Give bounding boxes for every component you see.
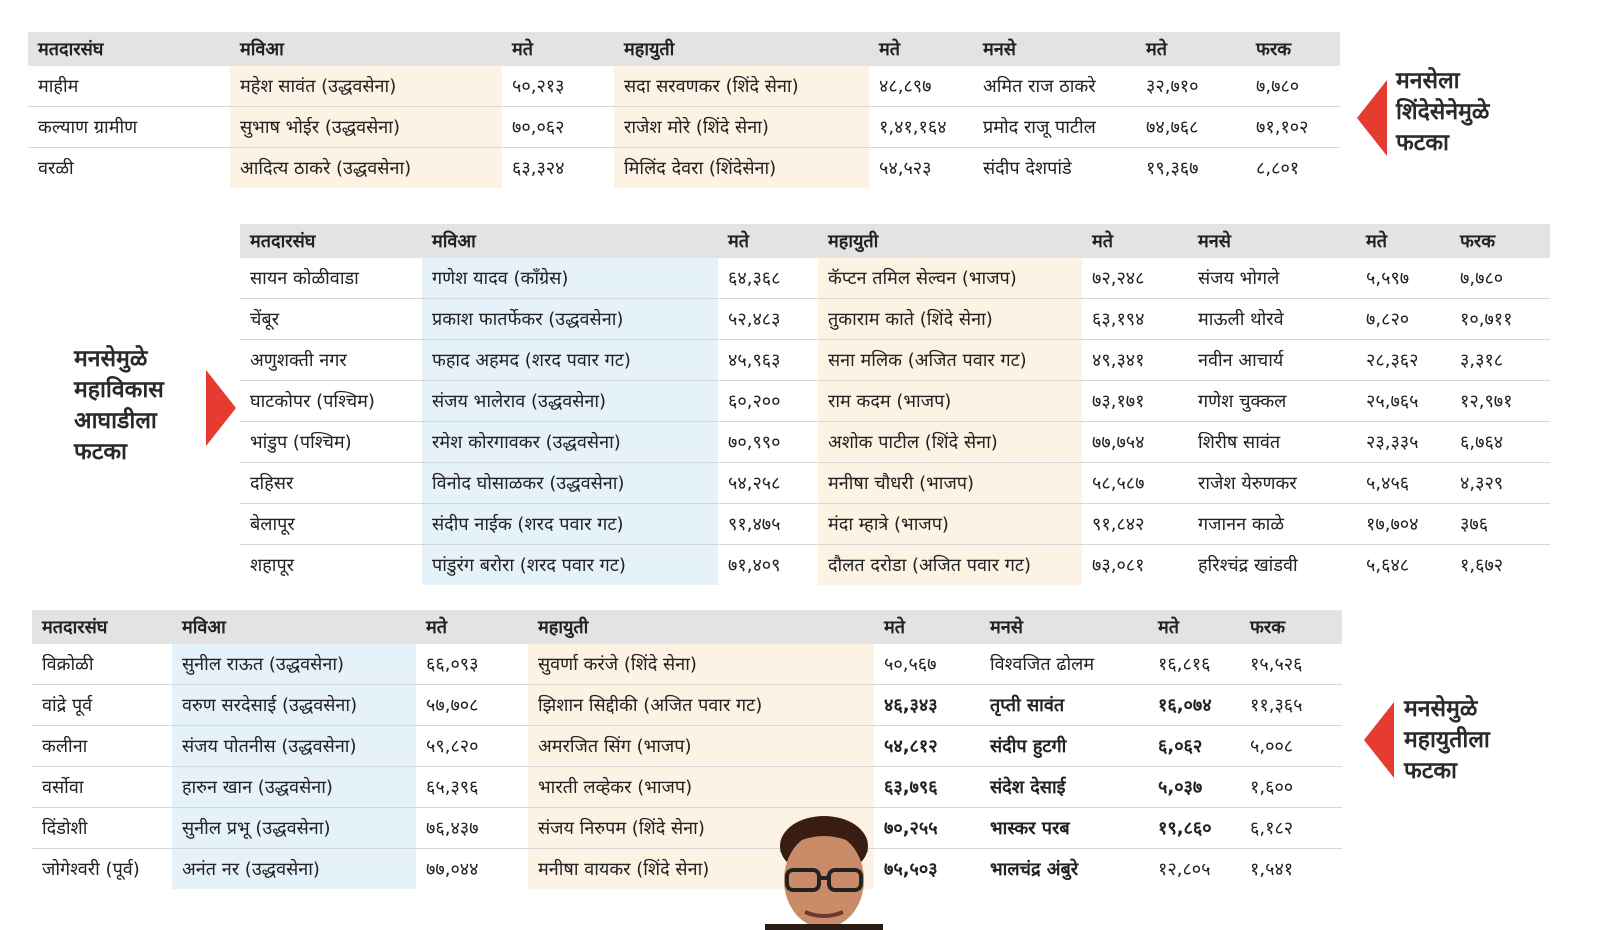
table-row <box>32 726 1342 767</box>
triangle-arrow-icon <box>1357 80 1387 156</box>
col-header-votes: मते <box>1356 224 1450 258</box>
cell-mahayuti-candidate: दौलत दरोडा (अजित पवार गट) <box>818 545 1082 586</box>
cell-margin: ८,८०१ <box>1256 158 1300 179</box>
cell-votes: ७६,४३७ <box>416 808 528 849</box>
cell-votes: ६,०६२ <box>1148 726 1240 767</box>
cell-constituency: कल्याण ग्रामीण <box>28 107 230 148</box>
cell-mahayuti-candidate: संजय निरुपम (शिंदे सेना) <box>528 808 874 849</box>
cell-votes: १६,८१६ <box>1148 644 1240 685</box>
cell-mahayuti-candidate: सदा सरवणकर (शिंदे सेना) <box>614 66 869 107</box>
cell-mns-candidate: संजय भोगले <box>1188 258 1356 299</box>
cell-mva-candidate: रमेश कोरगावकर (उद्धवसेना) <box>422 422 718 463</box>
cell-votes: ६५,३९६ <box>416 767 528 808</box>
cell-mns-candidate: अमित राज ठाकरे <box>973 66 1136 107</box>
cell-votes: ७३,०८१ <box>1092 555 1145 576</box>
cell-constituency: दहिसर <box>240 463 422 504</box>
cell-votes: १७,७०४ <box>1356 504 1450 545</box>
cell-votes: १९,८६० <box>1148 808 1240 849</box>
cell-constituency: भांडुप (पश्चिम) <box>240 422 422 463</box>
col-header-margin: फरक <box>1450 224 1550 258</box>
col-header-mns: मनसे <box>973 32 1136 66</box>
table-row <box>240 463 1550 504</box>
col-header-margin: फरक <box>1246 32 1340 66</box>
table-row <box>240 258 1550 299</box>
col-header-constituency: मतदारसंघ <box>28 32 230 66</box>
cell-margin: ७,७८० <box>1246 66 1340 107</box>
cell-votes: १६,०७४ <box>1148 685 1240 726</box>
cell-votes: ५,४५६ <box>1356 463 1450 504</box>
col-header-mva: मविआ <box>230 32 502 66</box>
table-row <box>28 66 1340 107</box>
cell-constituency: घाटकोपर (पश्चिम) <box>240 381 422 422</box>
cell-votes: ६०,२०० <box>718 381 818 422</box>
cell-mva-candidate: संजय पोतनीस (उद्धवसेना) <box>172 726 416 767</box>
col-header-mva: मविआ <box>172 610 416 644</box>
cell-mva-candidate: आदित्य ठाकरे (उद्धवसेना) <box>230 148 502 189</box>
cell-mva-candidate: पांडुरंग बरोरा (शरद पवार गट) <box>422 545 718 586</box>
cell-mahayuti-candidate: अमरजित सिंग (भाजप) <box>528 726 874 767</box>
cell-constituency: अणुशक्ती नगर <box>240 340 422 381</box>
cell-constituency: वांद्रे पूर्व <box>32 685 172 726</box>
cell-mns-candidate: नवीन आचार्य <box>1188 340 1356 381</box>
cell-margin: ५,००८ <box>1240 726 1342 767</box>
cell-mahayuti-candidate: मनीषा वायकर (शिंदे सेना) <box>528 849 874 890</box>
table-row <box>32 685 1342 726</box>
cell-margin: १,६७२ <box>1460 555 1504 576</box>
cell-margin: ६,७६४ <box>1450 422 1550 463</box>
cell-votes: ३२,७१० <box>1136 66 1246 107</box>
cell-votes: ७०,२५५ <box>874 808 980 849</box>
table-row <box>240 504 1550 545</box>
table-row <box>32 849 1342 890</box>
cell-votes: ९१,८४२ <box>1082 504 1188 545</box>
cell-votes: ५४,५२३ <box>879 158 932 179</box>
cell-mva-candidate: वरुण सरदेसाई (उद्धवसेना) <box>172 685 416 726</box>
cell-votes: ७०,०६२ <box>502 107 614 148</box>
cell-votes: ४६,३४३ <box>874 685 980 726</box>
col-header-mva: मविआ <box>422 224 718 258</box>
cell-mns-candidate: भास्कर परब <box>980 808 1148 849</box>
cell-votes: २५,७६५ <box>1356 381 1450 422</box>
cell-margin: ३७६ <box>1450 504 1550 545</box>
cell-votes: ४५,९६३ <box>718 340 818 381</box>
cell-votes: ५९,८२० <box>416 726 528 767</box>
col-header-mahayuti: महायुती <box>614 32 869 66</box>
table-row <box>32 644 1342 685</box>
cell-mahayuti-candidate: सुवर्णा करंजे (शिंदे सेना) <box>528 644 874 685</box>
cell-mahayuti-candidate: मनीषा चौधरी (भाजप) <box>818 463 1082 504</box>
cell-margin: १५,५२६ <box>1240 644 1342 685</box>
cell-mva-candidate: संदीप नाईक (शरद पवार गट) <box>422 504 718 545</box>
cell-mahayuti-candidate: कॅप्टन तमिल सेल्वन (भाजप) <box>818 258 1082 299</box>
cell-mva-candidate: गणेश यादव (काँग्रेस) <box>422 258 718 299</box>
table-row <box>240 340 1550 381</box>
table-row <box>32 767 1342 808</box>
cell-margin: १२,९७१ <box>1450 381 1550 422</box>
cell-mva-candidate: हारुन खान (उद्धवसेना) <box>172 767 416 808</box>
table-header-row <box>28 32 1340 66</box>
cell-constituency: चेंबूर <box>240 299 422 340</box>
col-header-votes: मते <box>869 32 973 66</box>
col-header-constituency: मतदारसंघ <box>32 610 172 644</box>
table-row <box>240 545 1550 586</box>
callout-bottom: मनसेमुळे महायुतीला फटका <box>1404 696 1490 784</box>
cell-votes: ६३,७९६ <box>874 767 980 808</box>
cell-votes: ६३,१९४ <box>1082 299 1188 340</box>
cell-mahayuti-candidate: राम कदम (भाजप) <box>818 381 1082 422</box>
cell-margin: ३,३१८ <box>1450 340 1550 381</box>
cell-mns-candidate: माऊली थोरवे <box>1188 299 1356 340</box>
cell-votes: १,४१,१६४ <box>869 107 973 148</box>
cell-mns-candidate: राजेश येरुणकर <box>1188 463 1356 504</box>
table-row <box>240 422 1550 463</box>
cell-votes: ४९,३४१ <box>1082 340 1188 381</box>
cell-margin: ४,३२९ <box>1450 463 1550 504</box>
cell-votes: ६६,०९३ <box>416 644 528 685</box>
cell-mahayuti-candidate: तुकाराम काते (शिंदे सेना) <box>818 299 1082 340</box>
cell-mva-candidate: प्रकाश फातर्फेकर (उद्धवसेना) <box>422 299 718 340</box>
cell-constituency: माहीम <box>28 66 230 107</box>
cell-margin: ११,३६५ <box>1240 685 1342 726</box>
cell-constituency: सायन कोळीवाडा <box>240 258 422 299</box>
callout-top: मनसेला शिंदेसेनेमुळे फटका <box>1396 68 1490 156</box>
col-header-mns: मनसे <box>1188 224 1356 258</box>
cell-votes: ७२,२४८ <box>1082 258 1188 299</box>
table-row <box>28 148 1340 189</box>
cropped-heading-strip <box>0 0 1600 8</box>
cell-mahayuti-candidate: मंदा म्हात्रे (भाजप) <box>818 504 1082 545</box>
cell-mahayuti-candidate: भारती लव्हेकर (भाजप) <box>528 767 874 808</box>
cell-votes: ७५,५०३ <box>884 859 938 880</box>
table-mns-hit-by-shinde <box>28 32 1340 188</box>
cell-constituency: बेलापूर <box>240 504 422 545</box>
cell-mva-candidate: सुभाष भोईर (उद्धवसेना) <box>230 107 502 148</box>
cell-mva-candidate: फहाद अहमद (शरद पवार गट) <box>422 340 718 381</box>
cell-mahayuti-candidate: अशोक पाटील (शिंदे सेना) <box>818 422 1082 463</box>
col-header-votes: मते <box>874 610 980 644</box>
cell-mns-candidate: संदीप हुटगी <box>980 726 1148 767</box>
cell-mahayuti-candidate: सना मलिक (अजित पवार गट) <box>818 340 1082 381</box>
cell-votes: ५२,४८३ <box>718 299 818 340</box>
cell-votes: ७३,१७१ <box>1082 381 1188 422</box>
cell-votes: ६४,३६८ <box>718 258 818 299</box>
cell-votes: ७७,७५४ <box>1082 422 1188 463</box>
cell-votes: ५,६४८ <box>1366 555 1410 576</box>
cell-mahayuti-candidate: मिलिंद देवरा (शिंदेसेना) <box>614 148 869 189</box>
cell-votes: ५,५९७ <box>1356 258 1450 299</box>
cell-margin: ७१,१०२ <box>1246 107 1340 148</box>
cell-mns-candidate: संदीप देशपांडे <box>983 158 1072 179</box>
cell-votes: ७७,०४४ <box>426 859 479 880</box>
cell-margin: १,५४१ <box>1250 859 1294 880</box>
cell-mns-candidate: हरिश्चंद्र खांडवी <box>1198 555 1298 576</box>
cell-constituency: वरळी <box>38 158 74 179</box>
cell-margin: १,६०० <box>1240 767 1342 808</box>
col-header-constituency: मतदारसंघ <box>240 224 422 258</box>
col-header-votes: मते <box>416 610 528 644</box>
cell-mva-candidate: अनंत नर (उद्धवसेना) <box>172 849 416 890</box>
cell-mns-candidate: शिरीष सावंत <box>1188 422 1356 463</box>
col-header-votes: मते <box>1148 610 1240 644</box>
cell-votes: ५४,२५८ <box>718 463 818 504</box>
cell-mns-candidate: गणेश चुक्कल <box>1188 381 1356 422</box>
cell-votes: १९,३६७ <box>1146 158 1199 179</box>
cell-mva-candidate: सुनील राऊत (उद्धवसेना) <box>172 644 416 685</box>
cell-mva-candidate: महेश सावंत (उद्धवसेना) <box>230 66 502 107</box>
triangle-arrow-icon <box>1364 702 1394 778</box>
cell-mahayuti-candidate: राजेश मोरे (शिंदे सेना) <box>614 107 869 148</box>
cell-votes: ७,८२० <box>1356 299 1450 340</box>
cell-mns-candidate: विश्वजित ढोलम <box>980 644 1148 685</box>
table-header-row <box>32 610 1342 644</box>
cell-votes: ७१,४०९ <box>728 555 781 576</box>
cell-mva-candidate: सुनील प्रभू (उद्धवसेना) <box>172 808 416 849</box>
table-row <box>28 107 1340 148</box>
cell-mns-candidate: तृप्ती सावंत <box>980 685 1148 726</box>
cell-constituency: शहापूर <box>250 555 295 576</box>
col-header-mahayuti: महायुती <box>528 610 874 644</box>
table-row <box>240 299 1550 340</box>
cell-votes: ५८,५८७ <box>1082 463 1188 504</box>
table-row <box>240 381 1550 422</box>
cell-mns-candidate: भालचंद्र अंबुरे <box>990 859 1079 880</box>
cell-mahayuti-candidate: झिशान सिद्दीकी (अजित पवार गट) <box>528 685 874 726</box>
callout-middle: मनसेमुळे महाविकास आघाडीला फटका <box>74 346 164 465</box>
cell-mns-candidate: संदेश देसाई <box>980 767 1148 808</box>
cell-votes: ५०,५६७ <box>874 644 980 685</box>
col-header-votes: मते <box>718 224 818 258</box>
col-header-votes: मते <box>1136 32 1246 66</box>
col-header-margin: फरक <box>1240 610 1342 644</box>
table-mva-hit-by-mns <box>240 224 1550 585</box>
cell-margin: १०,७११ <box>1450 299 1550 340</box>
cell-votes: २३,३३५ <box>1356 422 1450 463</box>
cell-votes: ७४,७६८ <box>1136 107 1246 148</box>
cell-mns-candidate: प्रमोद राजू पाटील <box>973 107 1136 148</box>
raj-thackeray-portrait <box>765 812 883 930</box>
cell-votes: ४८,८९७ <box>869 66 973 107</box>
cell-constituency: जोगेश्वरी (पूर्व) <box>42 859 140 880</box>
cell-constituency: विक्रोळी <box>32 644 172 685</box>
cell-votes: ५४,८१२ <box>874 726 980 767</box>
triangle-arrow-icon <box>206 370 236 446</box>
cell-constituency: दिंडोशी <box>32 808 172 849</box>
cell-votes: २८,३६२ <box>1356 340 1450 381</box>
cell-votes: ५०,२१३ <box>502 66 614 107</box>
cell-margin: ६,१८२ <box>1240 808 1342 849</box>
cell-mns-candidate: गजानन काळे <box>1188 504 1356 545</box>
cell-votes: ५,०३७ <box>1148 767 1240 808</box>
col-header-mahayuti: महायुती <box>818 224 1082 258</box>
table-mahayuti-hit-by-mns <box>32 610 1342 889</box>
cell-votes: ६३,३२४ <box>512 158 565 179</box>
col-header-votes: मते <box>502 32 614 66</box>
cell-votes: ५७,७०८ <box>416 685 528 726</box>
table-row <box>32 808 1342 849</box>
cell-mva-candidate: विनोद घोसाळकर (उद्धवसेना) <box>422 463 718 504</box>
cell-votes: ९१,४७५ <box>718 504 818 545</box>
col-header-votes: मते <box>1082 224 1188 258</box>
cell-constituency: वर्सोवा <box>32 767 172 808</box>
cell-margin: ७,७८० <box>1450 258 1550 299</box>
col-header-mns: मनसे <box>980 610 1148 644</box>
cell-votes: १२,८०५ <box>1158 859 1211 880</box>
table-header-row <box>240 224 1550 258</box>
cell-constituency: कलीना <box>32 726 172 767</box>
cell-votes: ७०,९९० <box>718 422 818 463</box>
cell-mva-candidate: संजय भालेराव (उद्धवसेना) <box>422 381 718 422</box>
